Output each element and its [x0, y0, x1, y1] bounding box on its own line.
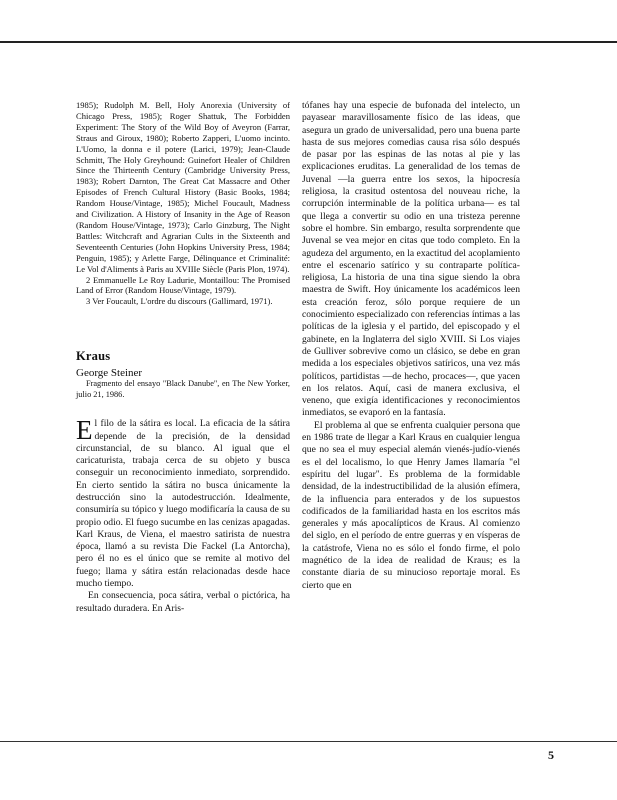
article-body-left — [76, 415, 290, 615]
footnote-3: 3 Ver Foucault, L'ordre du discours (Gallimard, 1971). — [86, 296, 273, 307]
paragraph-3: El problema al que se enfrenta cualquier persona que en 1986 trate de llegar a Karl Kraus en cualquier lengua que no sea el muy especial alemán vienés-judío-vienés es el del localismo, lo que Henry James llamaría "el espíritu del lugar". Es problema de la formidable densidad, de la indestructibilidad de la alusión efímera, de la influencia para enterados y de los supuestos codificados de la familiaridad hasta en los escritos más generales y más apocalípticos de Kraus. Al comienzo del siglo, en el período de entre guerras y en vísperas de la catástrofe, Viena no es sólo el fondo firme, el polo magnético de la idea de realidad de Kraus; es la constante diaria de su minucioso reportaje moral. Es cierto que en — [302, 419, 520, 591]
paragraph-2-start: En consecuencia, poca sátira, verbal o pictórica, ha resultado duradera. En Aris- — [76, 590, 290, 614]
paragraph-2-continued: tófanes hay una especie de bufonada del intelecto, un payasear maravillosamente físico de las ideas, que asegura un grado de universalidad, pero una buena parte hasta de sus mejores comedias causa risa sólo después de pasar por las espinas de las notas al pie y las explicaciones eruditas. La generalidad de los temas de Juvenal —la guerra entre los sexos, la hipocresía religiosa, la crasitud ostentosa del nouveau riche, la corrupción interminable de la política urbana— es tal que llega a convertir su odio en una tristeza perenne sobre el hombre. Sin embargo, resulta sorprendente que Juvenal se vea mejor en citas que todo completo. En la agudeza del argumento, en la exactitud del acoplamiento entre el escenario satírico y su contraparte política-religiosa, La historia de una tina sigue siendo la obra maestra de Swift. Hoy únicamente los académicos leen esta creación feroz, sólo porque requiere de un conocimiento especializado con referencias íntimas a las políticas de la iglesia y el partido, del episcopado y el gabinete, en la Inglaterra del siglo XVIII. Si Los viajes de Gulliver sobrevive como un clásico, se debe en gran medida a los especiales objetivos satíricos, una vez más políticos, partidistas —de hecho, procaces—, que yacen en los relatos. Aquí, casi de manera exclusiva, el veneno, que exigía identificaciones y reconocimientos inmediatos, se evaporó en la fantasía. — [302, 100, 520, 419]
left-column — [76, 100, 290, 615]
article-title: Kraus — [76, 349, 111, 364]
source-note: Fragmento del ensayo "Black Danube", en The New Yorker, julio 21, 1986. — [76, 379, 290, 399]
article-author: George Steiner — [76, 367, 143, 380]
footnotes — [76, 100, 290, 307]
drop-cap: E — [76, 415, 93, 446]
right-column — [302, 100, 520, 592]
footnote-2: 2 Emmanuelle Le Roy Ladurie, Montaillou: The Promised Land of Error (Random House/Vintage, 1979). — [76, 274, 290, 296]
paragraph-1 — [76, 415, 290, 590]
page-number: 5 — [548, 748, 554, 762]
footnote-continued: 1985); Rudolph M. Bell, Holy Anorexia (University of Chicago Press, 1985); Roger Shattuk, The Forbidden Experiment: The Story of the Wild Boy of Aveyron (Farrar, Straus and Giroux, 1980); Roberto Zapperi, L'uomo incinto. L'Uomo, la donna e il potere (Larici, 1979); Jean-Claude Schmitt, The Holy Greyhound: Guinefort Healer of Children Since the Thirteenth Century (Cambridge University Press, 1983); Robert Darnton, The Great Cat Massacre and Other Episodes of French Cultural History (Basic Books, 1984; Random House/Vintage, 1985); Michel Foucault, Madness and Civilization. A History of Insanity in the Age of Reason (Random House/Vintage, 1973); Carlo Ginzburg, The Night Battles: Witchcraft and Agrarian Cults in the Sixteenth and Seventeenth Centuries (John Hopkins University Press, 1984; Penguin, 1985); y Arlette Farge, Délinquance et Criminalité: Le Vol d'Aliments à Paris au XVIIIe Siècle (Paris Plon, 1974). — [76, 100, 290, 274]
top-rule — [0, 41, 617, 43]
article-body-right — [302, 100, 520, 592]
paragraph-1-text: l filo de la sátira es local. La eficacia de la sátira depende de la precisión, de la densidad circunstancial, de su blanco. Al igual que el caricaturista, trabaja cerca de su objeto y busca conseguir un reconocimiento inmediato, sorprendido. En cierto sentido la sátira no busca únicamente la destrucción sino la autodestrucción. Idealmente, consumiría su tópico y luego modificaría la causa de su propio odio. El fuego sucumbe en las cenizas apagadas. Karl Kraus, de Viena, el maestro satirista de nuestra época, llamó a su revista Die Fackel (La Antorcha), pero él no es el único que se remite al motivo del fuego; llama y sátira están relacionadas desde hace mucho tiempo. — [76, 418, 290, 590]
bottom-rule — [0, 741, 617, 742]
